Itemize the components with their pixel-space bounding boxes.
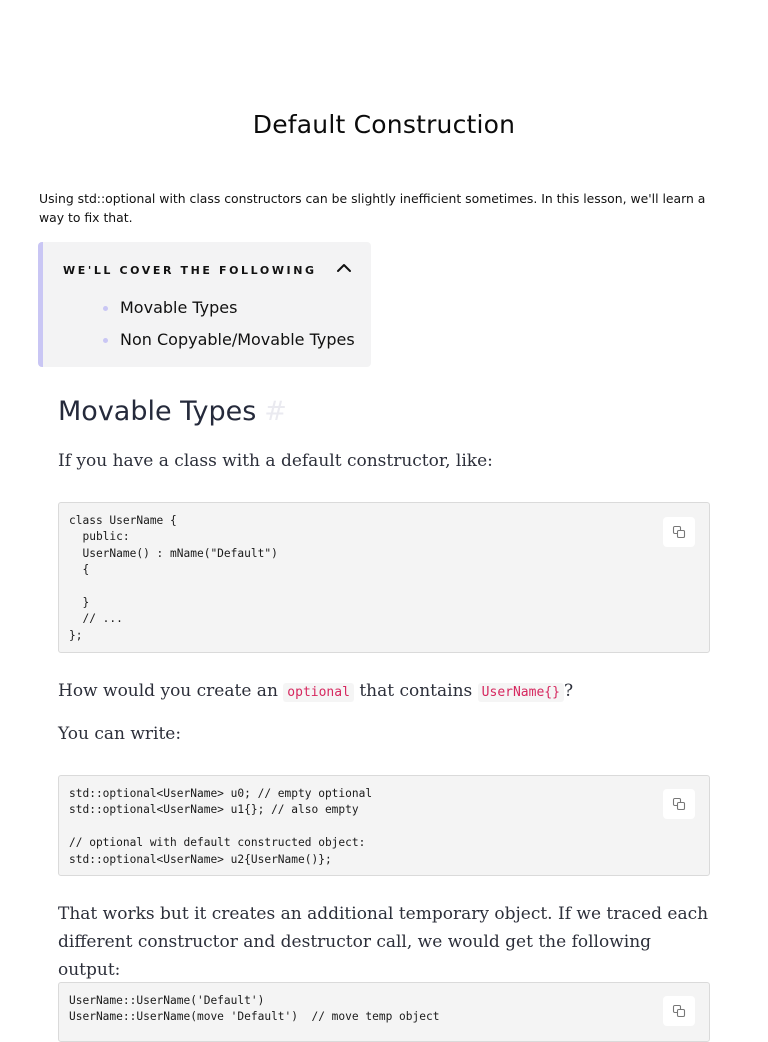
- copy-button[interactable]: [663, 996, 695, 1026]
- table-of-contents: [38, 242, 371, 367]
- section-heading-movable-types: Movable Types #: [58, 396, 287, 427]
- bullet-icon: [103, 338, 108, 343]
- copy-icon: [672, 525, 686, 539]
- inline-code: optional: [283, 683, 354, 702]
- code-block-class: [58, 502, 710, 653]
- chevron-up-icon[interactable]: [335, 261, 353, 275]
- code-text: UserName::UserName('Default') UserName::UserName(move 'Default') // move temp object: [69, 994, 440, 1024]
- code-text: class UserName { public: UserName() : mName("Default") { } // ... };: [69, 514, 278, 642]
- page-title: Default Construction: [252, 110, 516, 139]
- copy-icon: [672, 1004, 686, 1018]
- toc-header: WE'LL COVER THE FOLLOWING: [63, 264, 317, 277]
- toc-list: [103, 292, 355, 356]
- code-block-output: [58, 982, 710, 1042]
- paragraph: If you have a class with a default constructor, like:: [58, 451, 493, 471]
- lesson-summary: Using std::optional with class constructors can be slightly inefficient sometimes. In this lesson, we'll learn a way to fix that.: [39, 191, 706, 225]
- copy-button[interactable]: [663, 789, 695, 819]
- inline-code: UserName{}: [478, 683, 564, 702]
- copy-icon: [672, 797, 686, 811]
- toc-item-non-copyable-movable-types[interactable]: Non Copyable/Movable Types: [103, 324, 355, 356]
- copy-button[interactable]: [663, 517, 695, 547]
- paragraph: You can write:: [58, 724, 182, 744]
- paragraph: How would you create an optional that contains UserName{} ?: [58, 681, 574, 701]
- bullet-icon: [103, 306, 108, 311]
- paragraph: That works but it creates an additional temporary object. If we traced each different constructor and destructor call, we would get the following output:: [58, 904, 709, 980]
- code-text: std::optional<UserName> u0; // empty optional std::optional<UserName> u1{}; // also empty // optional with default constructed object: std::optional<UserName> u2{UserName()};: [69, 787, 373, 866]
- anchor-link[interactable]: #: [264, 396, 287, 427]
- code-block-optional: [58, 775, 710, 876]
- toc-item-movable-types[interactable]: Movable Types: [103, 292, 355, 324]
